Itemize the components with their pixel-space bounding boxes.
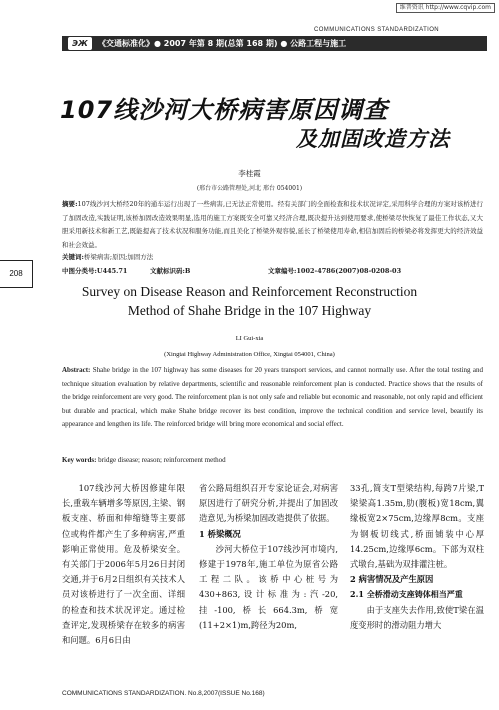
- body-paragraph: 由于支座失去作用,致使T梁在温度变形时的滑动阻力增大: [350, 604, 484, 630]
- keywords-cn-label: 关键词:: [62, 253, 84, 261]
- keywords-en-label: Key words:: [62, 456, 97, 464]
- article-title-line2: 及加固改造方法: [296, 127, 450, 151]
- article-title-line1: 107线沙河大桥病害原因调查: [60, 96, 389, 124]
- subsection-heading: 2.1 全桥滑动支座铸体相当严重: [350, 589, 463, 600]
- page-number: 208: [0, 260, 33, 288]
- journal-name: COMMUNICATIONS STANDARDIZATION: [314, 27, 439, 33]
- body-paragraph: 沙河大桥位于107线沙河市境内,修建于1978年,施工单位为原省公路工程二队。该桥中心桩号为430+863,设计标准为:汽-20,挂-100,桥长664.3m,桥宽(11+2×1)m,跨径为20m,: [199, 543, 338, 630]
- journal-logo-icon: ЭЖ: [68, 37, 92, 50]
- affiliation: (邢台市公路管理处,河北 邢台 054001): [196, 185, 303, 192]
- abstract-cn-label: 摘要:: [62, 200, 78, 208]
- abstract-cn-text: 107线沙河大桥经20年的通车运行出现了一些病害,已无法正常使用。经有关部门的全面检查和技术状况评定,采用科学合理的方案对该桥进行了加固改造,实践证明,该桥加固改造效果明显,选用的施工方案既安全可靠又经济合理,既决提升达到使用要求,使桥梁尽快恢复了最佳工作状态,又大胆采用新技术和新工艺,既能提高了技术状况和服务功能,而且美化了桥梁外观容貌,延长了桥梁使用寿命,相信加固后的桥梁必将发挥更大的经济效益和社会效益。: [62, 200, 484, 249]
- journal-footer: COMMUNICATIONS STANDARDIZATION. No.8,2007(ISSUE No.168): [62, 690, 265, 697]
- abstract-en: [62, 364, 483, 432]
- section-heading: 2 病害情况及产生原因: [350, 574, 434, 585]
- document-code: 文献标识码:B: [150, 267, 191, 275]
- keywords-cn: [62, 252, 153, 261]
- body-paragraph: 33孔,简支T型梁结构,每跨7片梁,T梁梁高1.35m,肋(腹板)宽18cm,翼缘板宽2×75cm,边缘厚8cm。支座为钢板切线式,桥面铺装中心厚14.25cm,边缘厚6cm。下部为双柱式墩台,基础为双排灌注桩。: [350, 483, 484, 570]
- english-title-line2: Method of Shahe Bridge in the 107 Highway: [127, 303, 372, 318]
- abstract-en-label: Abstract:: [62, 366, 91, 374]
- section-heading: 1 桥梁概况: [199, 528, 241, 539]
- source-stamp: 维普资讯 http://www.cqvip.com: [396, 3, 495, 13]
- body-paragraph: 省公路局组织召开专家论证会,对病害原因进行了研究分析,并提出了加固改造意见,为桥梁加固改造提供了依据。: [199, 483, 338, 524]
- abstract-cn: [62, 198, 483, 252]
- keywords-en-text: bridge disease; reason; reinforcement method: [96, 456, 226, 464]
- english-affiliation: (Xingtai Highway Administration Office, Xingtai 054001, China): [164, 351, 335, 358]
- journal-banner: [62, 36, 487, 51]
- body-column-3: [350, 481, 484, 633]
- author: 李桂霞: [238, 169, 261, 178]
- body-paragraph: 107线沙河大桥因修建年限长,重载车辆增多等原因,主梁、钢板支座、桥面和伸缩缝等主要部位或构件都产生了多种病害,严重影响正常使用。危及桥梁安全。有关部门于2006年5月26日封闭交通,并于6月2日组织有关技术人员对该桥进行了一次全面、详细的检查和技术状况评定。通过检查评定,发现桥梁存在较多的病害和问题。6月6日由: [62, 483, 185, 646]
- keywords-cn-text: 桥梁病害;原因;加固方法: [83, 253, 154, 261]
- body-column-2: [199, 481, 338, 633]
- abstract-en-text: Shahe bridge in the 107 highway has some diseases for 20 years transport services, and cannot normally use. After the total testing and technique situation evaluation by relative departments, scientific and reasonable reinforcement plan is conducted. Practice shows that the results of the bridge reinforcement are very good. The reinforcement plan is not only safe and reliable but economic and reasonable, not only rapid and efficient but durable and practical, which make Shahe bridge recover its best condition, improve the technical condition and service level, beautify its appearance and lengthen its life. The reinforced bridge will bring more economical and social effect.: [62, 366, 483, 429]
- article-number: 文章编号:1002-4786(2007)08-0208-03: [268, 267, 402, 275]
- english-title-line1: Survey on Disease Reason and Reinforcement Reconstruction: [81, 284, 418, 299]
- keywords-en: [62, 456, 226, 464]
- body-column-1: [62, 481, 185, 648]
- banner-text: 《交通标准化》● 2007 年第 8 期(总第 168 期) ● 公路工程与施工: [98, 39, 347, 48]
- clc-number: 中图分类号:U445.71: [62, 267, 128, 275]
- english-author: LI Gui-xia: [235, 335, 264, 342]
